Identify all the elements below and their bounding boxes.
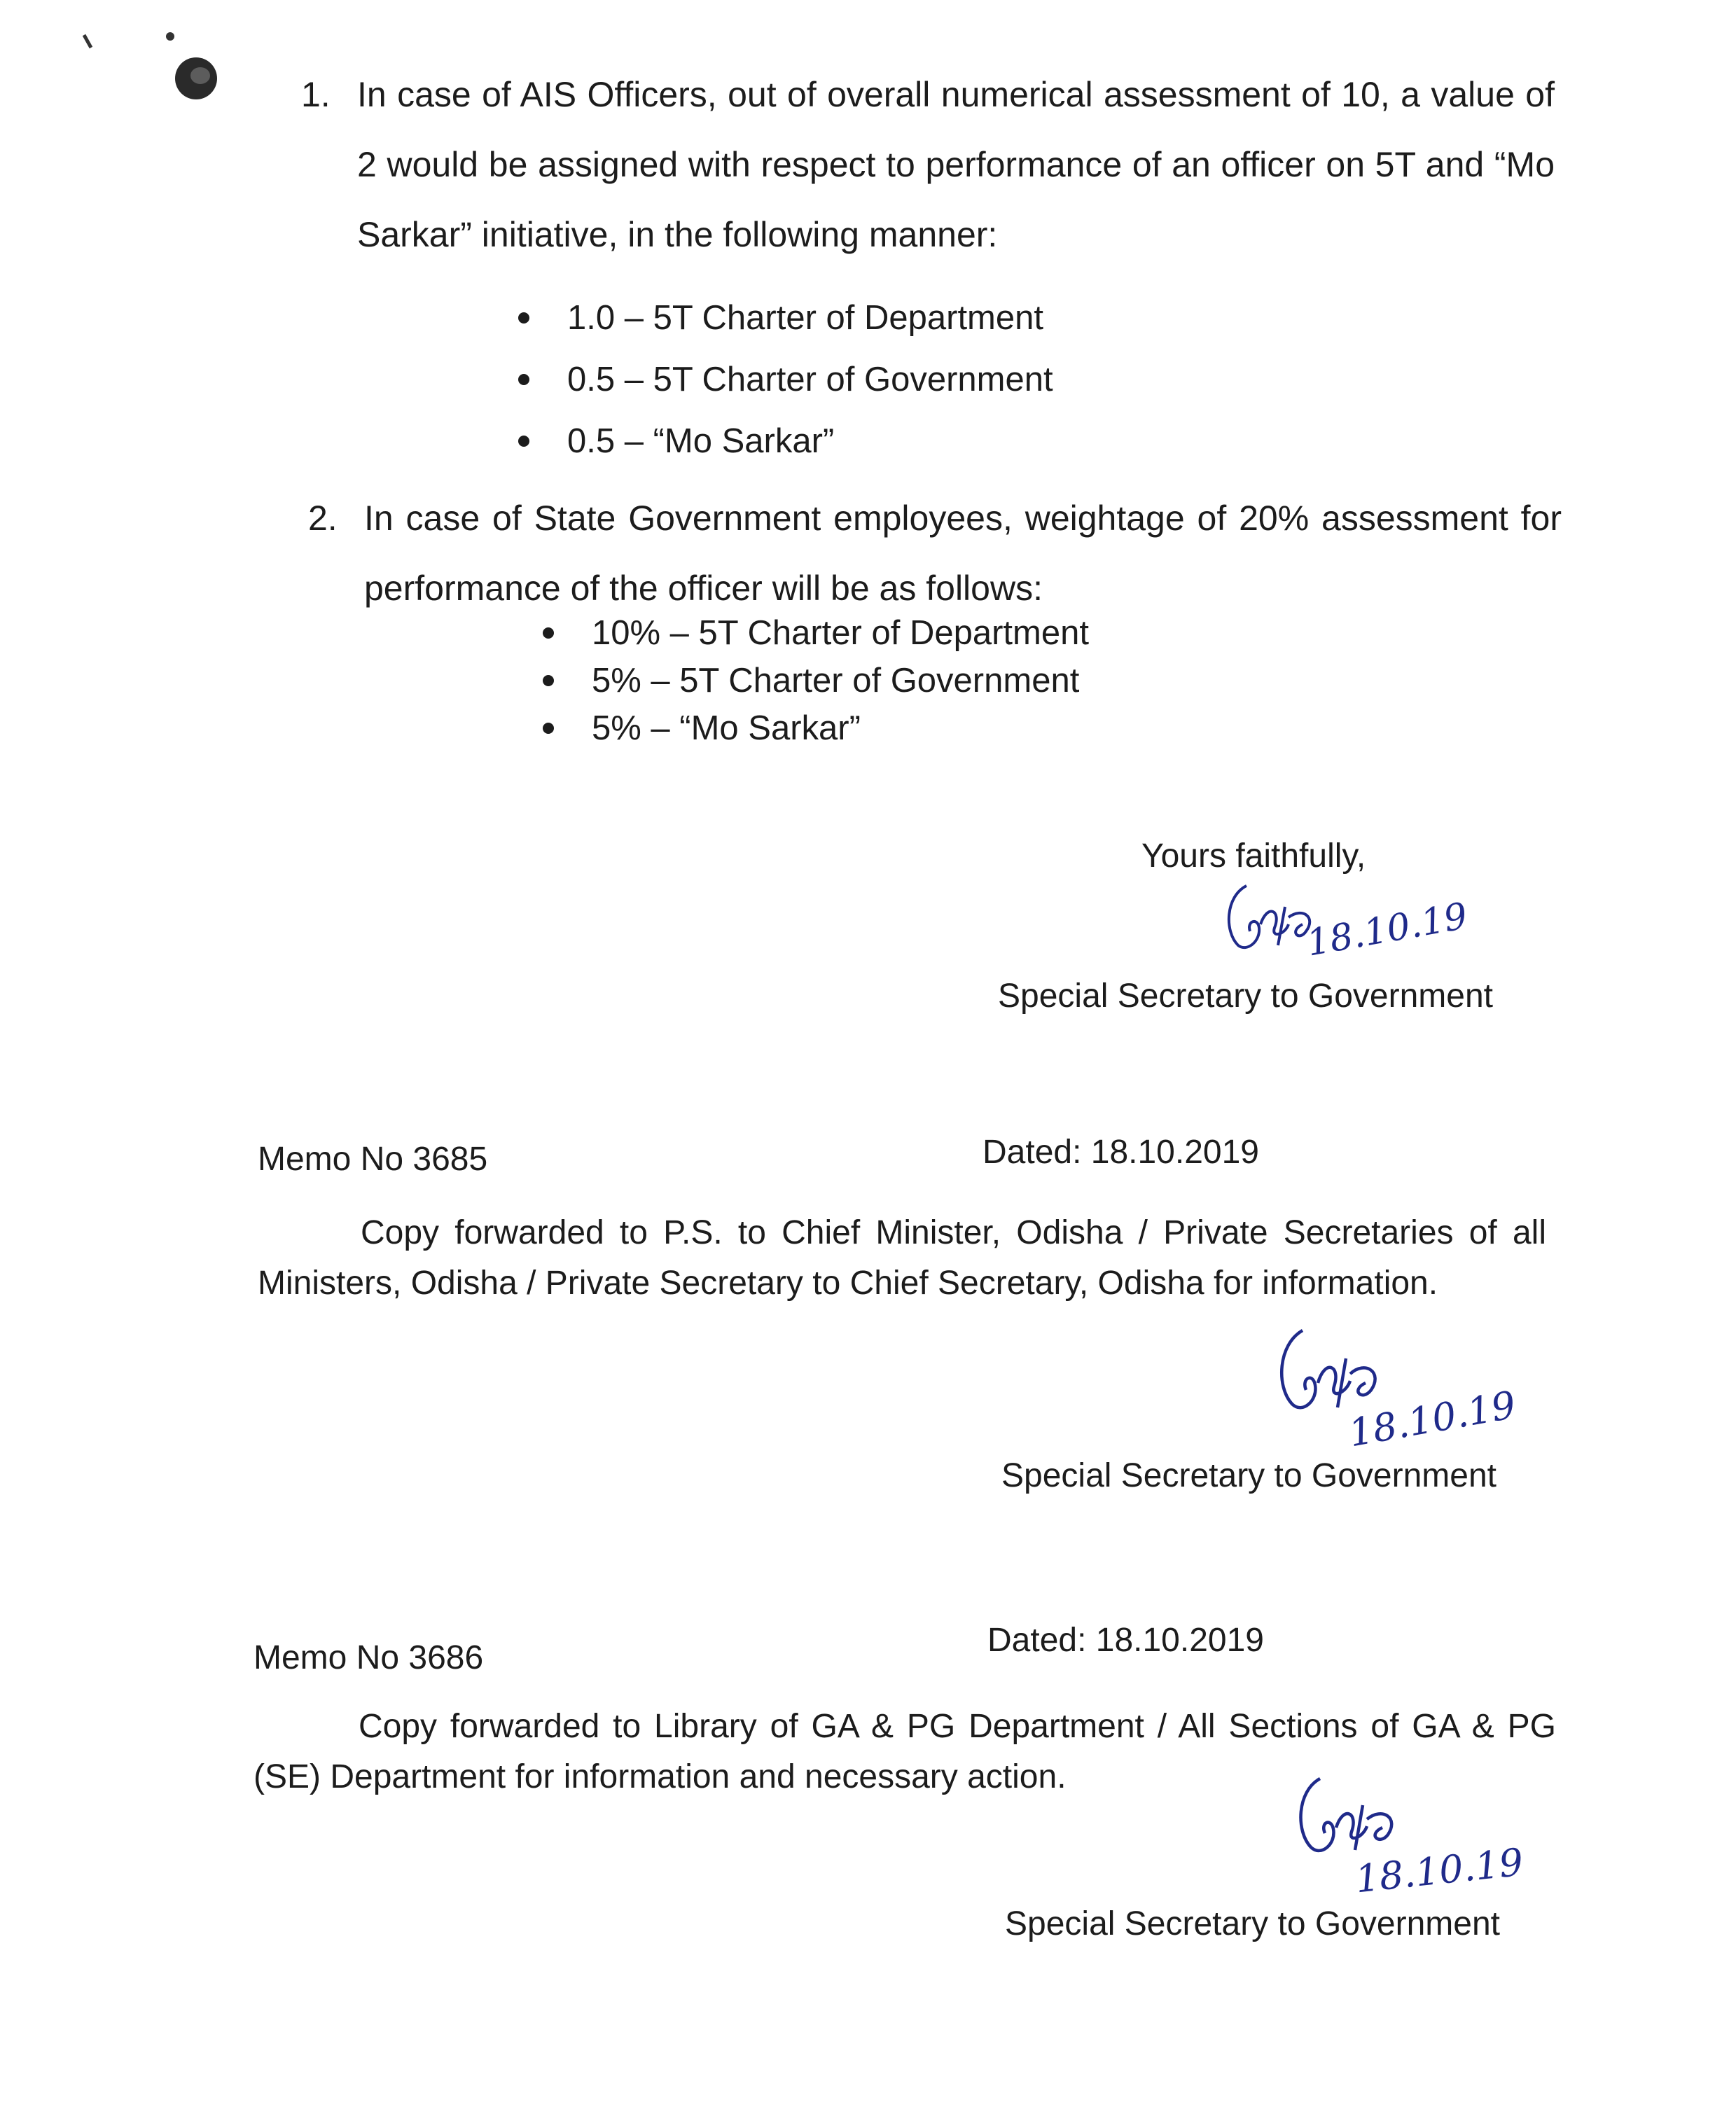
memo-date: Dated: 18.10.2019 <box>987 1622 1264 1659</box>
memo-body: Copy forwarded to P.S. to Chief Minister, Odisha / Private Secretaries of all Ministers, Odisha / Private Secretary to Chief Secretary, Odisha for information. <box>258 1214 1546 1302</box>
list-item-text: In case of State Government employees, weightage of 20% assessment for performance of the officer will be as follows: <box>364 499 1562 608</box>
signature-date: 18.10.19 <box>1345 1382 1520 1456</box>
signatory-designation: Special Secretary to Government <box>1005 1905 1500 1942</box>
signature-date: 18.10.19 <box>1303 895 1471 965</box>
bullet-item: 0.5 – 5T Charter of Government <box>518 349 1359 410</box>
memo-body: Copy forwarded to Library of GA & PG Department / All Sections of GA & PG (SE) Department for information and necessary action. <box>254 1708 1556 1795</box>
scan-speck-mark <box>77 28 217 70</box>
closing-text: Yours faithfully, <box>1141 837 1366 875</box>
bullet-item: 5% – “Mo Sarkar” <box>543 704 1383 752</box>
list-item-number: 1. <box>301 75 331 114</box>
bullet-item: 5% – 5T Charter of Government <box>543 657 1383 704</box>
bullet-item: 1.0 – 5T Charter of Department <box>518 287 1359 349</box>
list-item-2 <box>308 483 1562 623</box>
handwritten-signature-image <box>1218 875 1324 966</box>
bullet-item: 10% – 5T Charter of Department <box>543 609 1383 657</box>
signatory-designation: Special Secretary to Government <box>998 978 1493 1015</box>
signature-date: 18.10.19 <box>1353 1840 1526 1902</box>
list-item-1 <box>301 60 1555 284</box>
signatory-designation: Special Secretary to Government <box>1001 1457 1497 1494</box>
memo-number: Memo No 3686 <box>254 1639 484 1676</box>
bullet-list-2 <box>543 609 1383 752</box>
bullet-item: 0.5 – “Mo Sarkar” <box>518 410 1359 472</box>
memo-number: Memo No 3685 <box>258 1141 488 1178</box>
list-item-text: In case of AIS Officers, out of overall numerical assessment of 10, a value of 2 would be assigned with respect to performance of an officer on 5T and “Mo Sarkar” initiative, in the following manner: <box>357 75 1555 254</box>
list-item-number: 2. <box>308 499 338 538</box>
memo-date: Dated: 18.10.2019 <box>982 1134 1259 1171</box>
bullet-list-1 <box>518 287 1359 472</box>
